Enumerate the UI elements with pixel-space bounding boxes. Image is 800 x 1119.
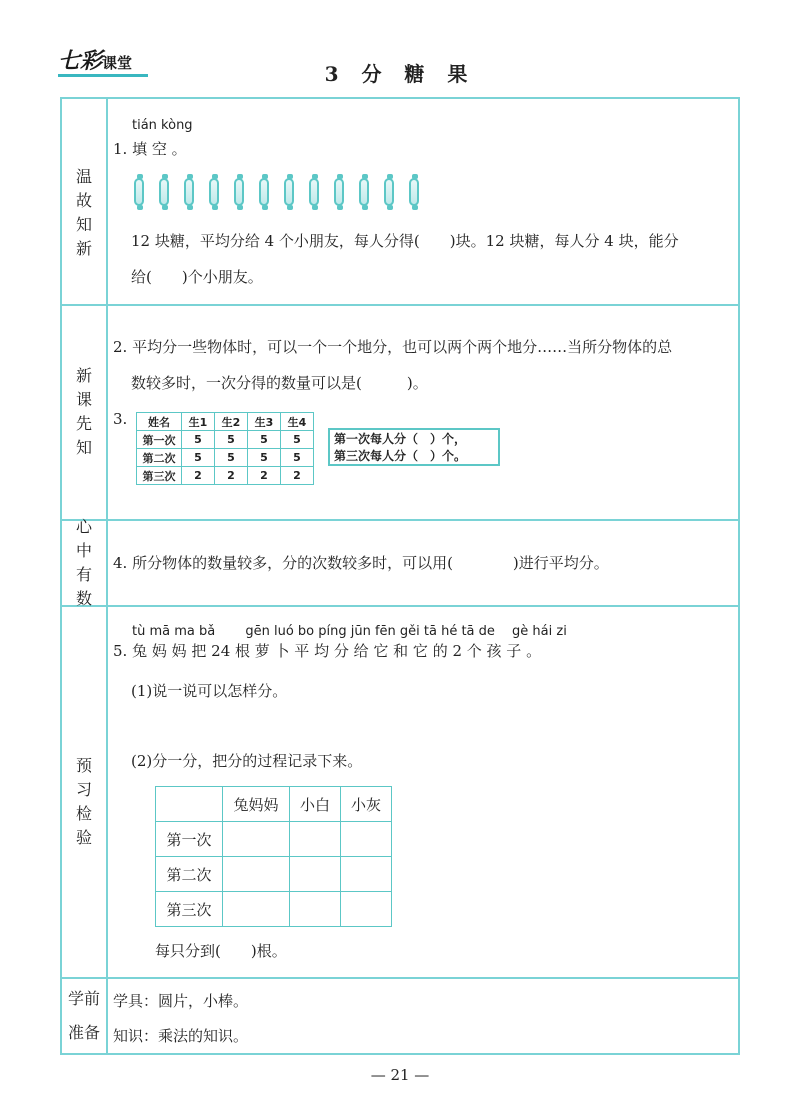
candy-icon [134,178,144,206]
candy-icon [284,178,294,206]
table-cell: 第三次 [137,467,182,485]
label-column-divider [106,99,108,1053]
candy-icon [384,178,394,206]
table-cell: 2 [248,467,281,485]
page-title: 3 分 糖 果 [324,62,476,86]
candy-icon [409,178,419,206]
table-row [137,431,314,449]
answer-cell[interactable] [341,857,392,892]
table-cell: 第三次 [156,892,223,927]
table-header-cell: 生4 [281,413,314,431]
table-cell: 5 [215,431,248,449]
table-header-cell: 生3 [248,413,281,431]
q1-title: 1. 填 空 。 [113,140,187,158]
answer-cell[interactable] [290,892,341,927]
table-cell: 5 [248,449,281,467]
q1-line1: 12 块糖，平均分给 4 个小朋友，每人分得( )块。12 块糖，每人分 4 块，能分 [131,232,679,250]
q1-pinyin: tián kòng [132,118,193,133]
q4-text: 4. 所分物体的数量较多，分的次数较多时，可以用( )进行平均分。 [113,554,609,572]
table-cell: 5 [281,449,314,467]
table-cell: 第一次 [137,431,182,449]
divider [62,605,738,607]
table-cell: 5 [182,431,215,449]
candy-icon [209,178,219,206]
candy-icon [309,178,319,206]
table-cell: 5 [215,449,248,467]
q5-sub2: (2)分一分，把分的过程记录下来。 [131,752,363,770]
q5-sub1: (1)说一说可以怎样分。 [131,682,288,700]
answer-cell[interactable] [341,822,392,857]
candy-icon [359,178,369,206]
table-cell: 2 [215,467,248,485]
q3-note-2: 第三次每人分（ ）个。 [334,449,467,463]
answer-cell[interactable] [223,892,290,927]
page-number: — 21 — [370,1066,430,1084]
candy-icon [184,178,194,206]
q3-table [136,412,314,485]
table-header-cell: 姓名 [137,413,182,431]
divider [62,977,738,979]
table-row [156,822,392,857]
table-row [137,467,314,485]
q5-title: 5. 兔 妈 妈 把 24 根 萝 卜 平 均 分 给 它 和 它 的 2 个 孩 子 。 [113,642,542,660]
table-cell: 2 [281,467,314,485]
table-header-cell: 兔妈妈 [223,787,290,822]
table-row [137,449,314,467]
section-label-prep-2: 准备 [67,1023,100,1042]
table-header-cell: 生1 [182,413,215,431]
section-label-summary: 心中有数 [76,517,93,608]
prep-tools: 学具：圆片，小棒。 [113,992,249,1010]
table-header-cell [156,787,223,822]
table-cell: 5 [281,431,314,449]
q2-line2: 数较多时，一次分得的数量可以是( )。 [131,374,428,392]
section-label-prep-1: 学前 [67,989,100,1008]
answer-cell[interactable] [223,822,290,857]
q2-line1: 2. 平均分一些物体时，可以一个一个地分，也可以两个两个地分……当所分物体的总 [113,338,673,356]
table-header-cell: 小灰 [341,787,392,822]
table-cell: 第二次 [156,857,223,892]
q5-pinyin: tù mā ma bǎ gēn luó bo píng jūn fēn gěi tā hé tā de gè hái zi [132,624,567,639]
table-row [156,892,392,927]
table-header-cell: 小白 [290,787,341,822]
q3-answer-box [328,428,500,466]
table-cell: 5 [182,449,215,467]
answer-cell[interactable] [341,892,392,927]
section-label-review: 温故知新 [76,167,93,258]
section-label-preview: 新课先知 [76,366,93,457]
q5-record-table [155,786,392,927]
brand-logo: 七彩课堂 [58,49,133,74]
q3-label: 3. [113,410,128,428]
candy-icon [334,178,344,206]
table-row [156,857,392,892]
q3-note-1: 第一次每人分（ ）个， [334,432,467,446]
q5-answer: 每只分到( )根。 [155,942,287,960]
table-header-cell: 生2 [215,413,248,431]
table-cell: 第二次 [137,449,182,467]
divider [62,304,738,306]
table-cell: 第一次 [156,822,223,857]
candy-icon [234,178,244,206]
answer-cell[interactable] [290,857,341,892]
candy-icon [259,178,269,206]
table-cell: 5 [248,431,281,449]
answer-cell[interactable] [223,857,290,892]
prep-knowledge: 知识：乘法的知识。 [113,1027,249,1045]
candy-icon [159,178,169,206]
section-label-check: 预习检验 [76,756,93,847]
answer-cell[interactable] [290,822,341,857]
table-cell: 2 [182,467,215,485]
divider [62,519,738,521]
q1-line2: 给( )个小朋友。 [131,268,263,286]
